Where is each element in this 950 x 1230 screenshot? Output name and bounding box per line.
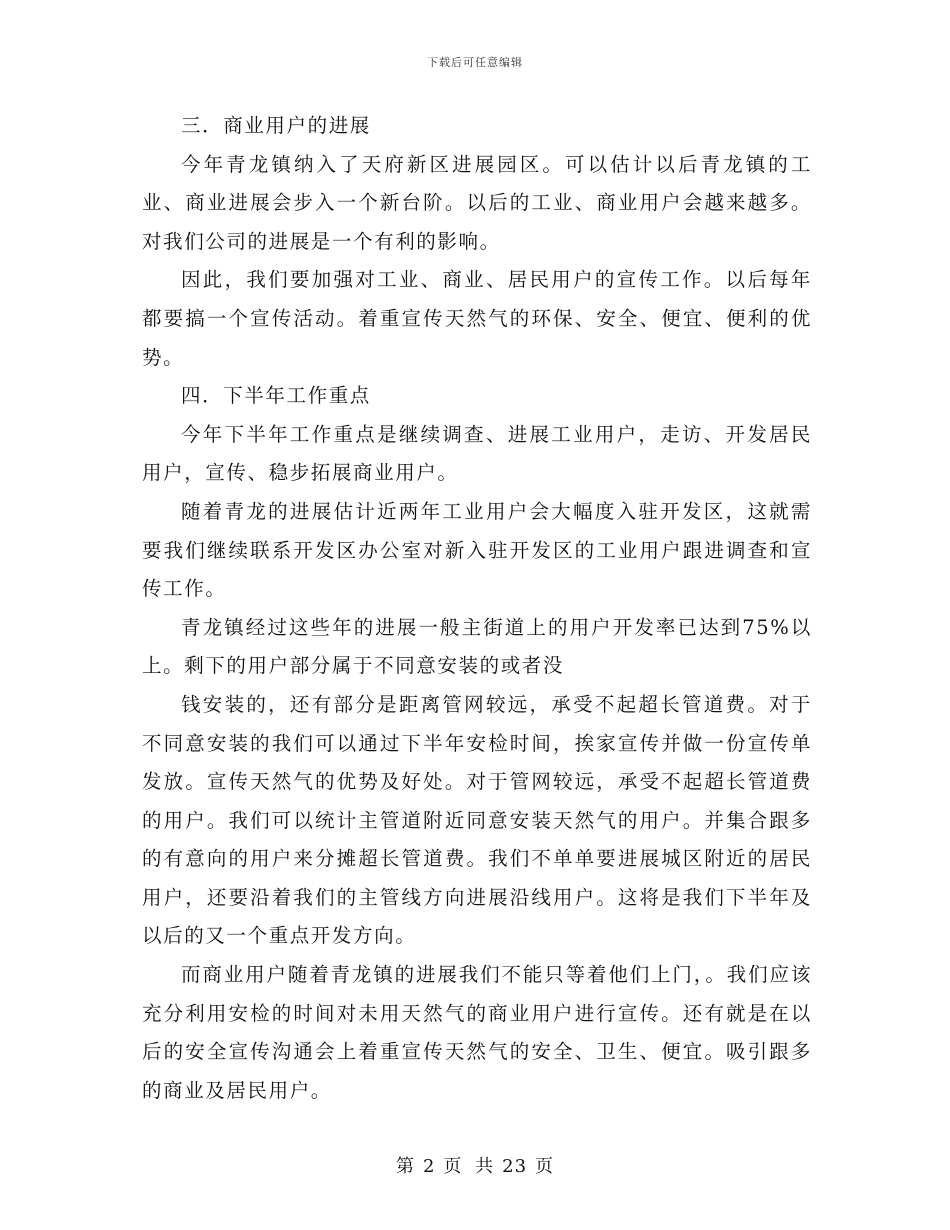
paragraph: 而商业用户随着青龙镇的进展我们不能只等着他们上门，。我们应该充分利用安检的时间对未用天然气的商业用户进行宣传。还有就是在以后的安全宣传沟通会上着重宣传天然气的安全、卫生、便宜。吸引跟多的商业及居民用户。 [142, 963, 812, 1102]
current-page-number: 2 [422, 1156, 436, 1177]
page-header-note: 下载后可任意编辑 [427, 56, 523, 69]
page-number-footer [0, 1152, 950, 1178]
footer-suffix: 页 [535, 1156, 555, 1177]
total-page-count: 23 [502, 1156, 528, 1177]
footer-prefix: 第 [395, 1156, 415, 1177]
section-heading-second-half: 四．下半年工作重点 [181, 384, 371, 408]
footer-middle: 页 共 [443, 1156, 495, 1177]
paragraph: 今年青龙镇纳入了天府新区进展园区。可以估计以后青龙镇的工业、商业进展会步入一个新台阶。以后的工业、商业用户会越来越多。对我们公司的进展是一个有利的影响。 [142, 152, 812, 253]
paragraph: 青龙镇经过这些年的进展一般主街道上的用户开发率已达到75%以上。剩下的用户部分属于不同意安装的或者没 [142, 615, 812, 678]
section-heading-commercial: 三．商业用户的进展 [181, 114, 371, 137]
paragraph: 今年下半年工作重点是继续调查、进展工业用户，走访、开发居民用户，宣传、稳步拓展商业用户。 [142, 422, 812, 485]
paragraph: 因此，我们要加强对工业、商业、居民用户的宣传工作。以后每年都要搞一个宣传活动。着重宣传天然气的环保、安全、便宜、便利的优势。 [142, 268, 812, 369]
paragraph: 随着青龙的进展估计近两年工业用户会大幅度入驻开发区，这就需要我们继续联系开发区办公室对新入驻开发区的工业用户跟进调查和宣传工作。 [142, 499, 812, 601]
document-body [142, 107, 812, 1110]
paragraph: 钱安装的，还有部分是距离管网较远，承受不起超长管道费。对于不同意安装的我们可以通过下半年安检时间，挨家宣传并做一份宣传单发放。宣传天然气的优势及好处。对于管网较远，承受不起超长管道费的用户。我们可以统计主管道附近同意安装天然气的用户。并集合跟多的有意向的用户来分摊超长管道费。我们不单单要进展城区附近的居民用户，还要沿着我们的主管线方向进展沿线用户。这将是我们下半年及以后的又一个重点开发方向。 [142, 692, 812, 948]
